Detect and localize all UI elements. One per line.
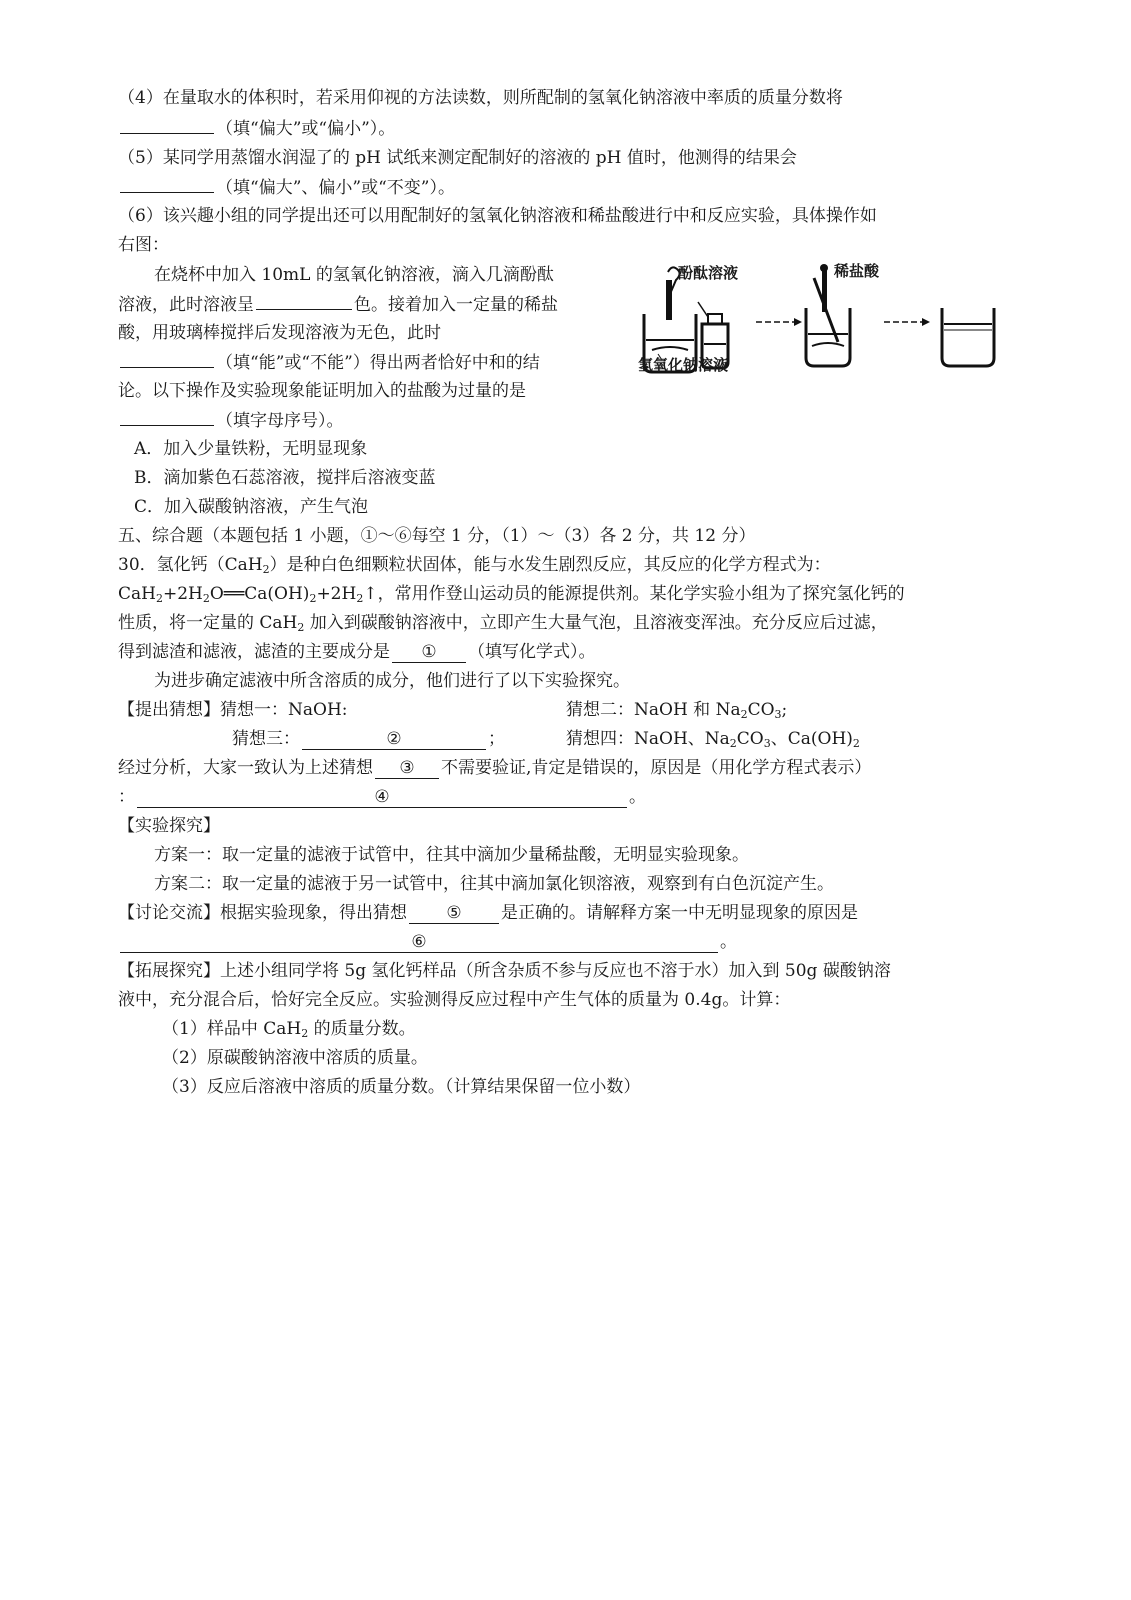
hydrochloric-acid-label: 稀盐酸: [834, 262, 880, 280]
option-c: [134, 495, 368, 519]
q30-text: 。: [720, 932, 737, 952]
equation-text: CaH: [118, 584, 156, 604]
guess-2: [566, 698, 787, 722]
equation-text: +2H: [316, 584, 357, 604]
q5-text: （5）某同学用蒸馏水润湿了的 pH 试纸来测定配制好的溶液的 pH 值时，他测得的结果会: [118, 148, 797, 168]
answer-blank[interactable]: [120, 116, 214, 134]
dropper-tube: [666, 280, 672, 320]
subscript: 2: [202, 592, 210, 605]
q30-text: 不需要验证,肯定是错误的，原因是（用化学方程式表示）: [441, 758, 872, 778]
answer-blank-4[interactable]: ④: [137, 787, 627, 808]
experiment-heading: [118, 814, 220, 838]
guess-text: 、Ca(OH): [770, 729, 853, 749]
subscript: 2: [729, 737, 737, 750]
answer-blank-2[interactable]: ②: [302, 729, 486, 750]
q30-text: 加入到碳酸钠溶液中，立即产生大量气泡，且溶液变浑浊。充分反应后过滤，: [304, 613, 888, 633]
subscript: 2: [155, 592, 163, 605]
q6-text: 论。以下操作及实验现象能证明加入的盐酸为过量的是: [118, 381, 526, 401]
section-heading: [118, 524, 755, 548]
plan-1: [154, 843, 749, 867]
q6-line2: [118, 233, 169, 257]
guess-text: 猜想二：NaOH 和 Na: [566, 700, 741, 720]
beaker-3: [942, 308, 994, 366]
q30-line1: [118, 553, 831, 577]
guess-text: 猜想三：: [232, 729, 300, 749]
option-text: A．加入少量铁粉，无明显现象: [134, 439, 368, 459]
q30-text: ：: [118, 787, 135, 807]
section-title: 五、综合题（本题包括 1 小题，①～⑥每空 1 分，（1）～（3）各 2 分，共 12 分）: [118, 526, 756, 546]
discussion-line: [118, 901, 858, 925]
phenolphthalein-label: 酚酞溶液: [678, 264, 739, 282]
q30-line4: [118, 640, 596, 664]
q30-text: 的质量分数。: [308, 1019, 416, 1039]
option-text: C．加入碳酸钠溶液，产生气泡: [134, 497, 369, 517]
q6-para3: [118, 321, 441, 345]
guess-text: 猜想四：NaOH、Na: [566, 729, 730, 749]
guess-row-1: [118, 698, 348, 722]
answer-blank[interactable]: [120, 350, 214, 368]
answer-blank-1[interactable]: ①: [392, 642, 466, 663]
calc-2: [162, 1046, 428, 1070]
q4-line1: [118, 86, 843, 110]
extension-line2: [118, 988, 790, 1012]
q30-text: 。: [629, 787, 646, 807]
answer-blank[interactable]: [120, 408, 214, 426]
q6-text: （填字母序号）。: [216, 411, 344, 431]
q30-text: （2）原碳酸钠溶液中溶质的质量。: [162, 1048, 428, 1068]
guess-text: CO: [747, 700, 775, 720]
q4-text: （4）在量取水的体积时，若采用仰视的方法读数，则所配制的氢氧化钠溶液中率质的质量分数将: [118, 88, 843, 108]
q6-text: （填“能”或“不能”）得出两者恰好中和的结: [216, 353, 540, 373]
q30-text: 【讨论交流】根据实验现象，得出猜想: [118, 903, 407, 923]
equation-blank-line: [118, 785, 646, 809]
q30-text: 【拓展探究】上述小组同学将 5g 氢化钙样品（所含杂质不参与反应也不溶于水）加入到 50g 碳酸钠溶: [118, 961, 891, 981]
subscript: 2: [262, 563, 270, 576]
reason-blank-line: [118, 930, 737, 954]
subscript: 2: [852, 737, 860, 750]
guess-text: ；: [488, 729, 505, 749]
q30-text: （3）反应后溶液中溶质的质量分数。（计算结果保留一位小数）: [162, 1077, 641, 1097]
q6-text: 溶液，此时溶液呈: [118, 295, 254, 315]
q30-text: （填写化学式）。: [468, 642, 596, 662]
guess-text: CO: [736, 729, 764, 749]
q6-para4: [118, 350, 540, 374]
option-text: B．滴加紫色石蕊溶液，搅拌后溶液变蓝: [134, 468, 436, 488]
subscript: 2: [740, 708, 748, 721]
option-a: [134, 437, 367, 461]
q30-text: 方案二：取一定量的滤液于另一试管中，往其中滴加氯化钡溶液，观察到有白色沉淀产生。: [154, 874, 834, 894]
q30-equation-line: [118, 582, 905, 606]
guess-text: ;: [781, 700, 788, 720]
q5-line1: [118, 146, 797, 170]
option-b: [134, 466, 436, 490]
q6-para1: [154, 263, 554, 287]
calc-3: [162, 1075, 640, 1099]
answer-blank[interactable]: [120, 175, 214, 193]
q30-text: 为进步确定滤液中所含溶质的成分，他们进行了以下实验探究。: [154, 671, 630, 691]
analysis-line: [118, 756, 871, 780]
equation-text: +2H: [162, 584, 203, 604]
q30-text: 得到滤渣和滤液，滤渣的主要成分是: [118, 642, 390, 662]
q6-para5: [118, 379, 526, 403]
q4-line2: [118, 116, 395, 140]
q6-para6: [118, 408, 344, 432]
subscript: 3: [774, 708, 782, 721]
subscript: 3: [763, 737, 771, 750]
q6-text: 酸，用玻璃棒搅拌后发现溶液为无色，此时: [118, 323, 441, 343]
q30-text: 【实验探究】: [118, 816, 220, 836]
q5-line2: [118, 175, 455, 199]
q6-text: 右图：: [118, 235, 169, 255]
subscript: 2: [356, 592, 364, 605]
experiment-figure: [638, 262, 1030, 380]
guess-4: [566, 727, 860, 751]
q6-text: 在烧杯中加入 10mL 的氢氧化钠溶液，滴入几滴酚酞: [154, 265, 554, 285]
subscript: 2: [297, 621, 305, 634]
plan-2: [154, 872, 834, 896]
sodium-hydroxide-label: 氢氧化钠溶液: [638, 356, 729, 374]
q5-hint: （填“偏大”、偏小”或“不变”）。: [216, 178, 455, 198]
q30-text: ）是种白色细颗粒状固体，能与水发生剧烈反应，其反应的化学方程式为：: [269, 555, 831, 575]
q30-text: 30．氢化钙（CaH: [118, 555, 263, 575]
answer-blank-5[interactable]: ⑤: [409, 903, 499, 924]
q30-text: （1）样品中 CaH: [162, 1019, 302, 1039]
q30-line3: [118, 611, 888, 635]
q6-text: 色。接着加入一定量的稀盐: [354, 295, 558, 315]
q30-line5: [154, 669, 630, 693]
q6-text: （6）该兴趣小组的同学提出还可以用配制好的氢氧化钠溶液和稀盐酸进行中和反应实验，具体操作如: [118, 206, 877, 226]
equation-text: O══Ca(OH): [209, 584, 310, 604]
calc-1: [162, 1017, 416, 1041]
guess-1: 【提出猜想】猜想一：NaOH:: [118, 700, 348, 720]
answer-blank-6[interactable]: ⑥: [120, 932, 718, 953]
q30-text: 方案一：取一定量的滤液于试管中，往其中滴加少量稀盐酸，无明显实验现象。: [154, 845, 749, 865]
q30-text: ↑，常用作登山运动员的能源提供剂。某化学实验小组为了探究氢化钙的: [363, 584, 905, 604]
q4-hint: （填“偏大”或“偏小”）。: [216, 119, 396, 139]
q30-text: 性质，将一定量的 CaH: [118, 613, 298, 633]
q6-para2: [118, 292, 558, 316]
subscript: 2: [301, 1027, 309, 1040]
extension-line1: [118, 959, 891, 983]
subscript: 2: [309, 592, 317, 605]
q6-line1: [118, 204, 877, 228]
answer-blank-3[interactable]: ③: [375, 758, 439, 779]
answer-blank[interactable]: [256, 292, 352, 310]
q30-text: 经过分析，大家一致认为上述猜想: [118, 758, 373, 778]
guess-3: [232, 727, 505, 751]
q30-text: 液中，充分混合后，恰好完全反应。实验测得反应过程中产生气体的质量为 0.4g。计算：: [118, 990, 791, 1010]
q30-text: 是正确的。请解释方案一中无明显现象的原因是: [501, 903, 858, 923]
